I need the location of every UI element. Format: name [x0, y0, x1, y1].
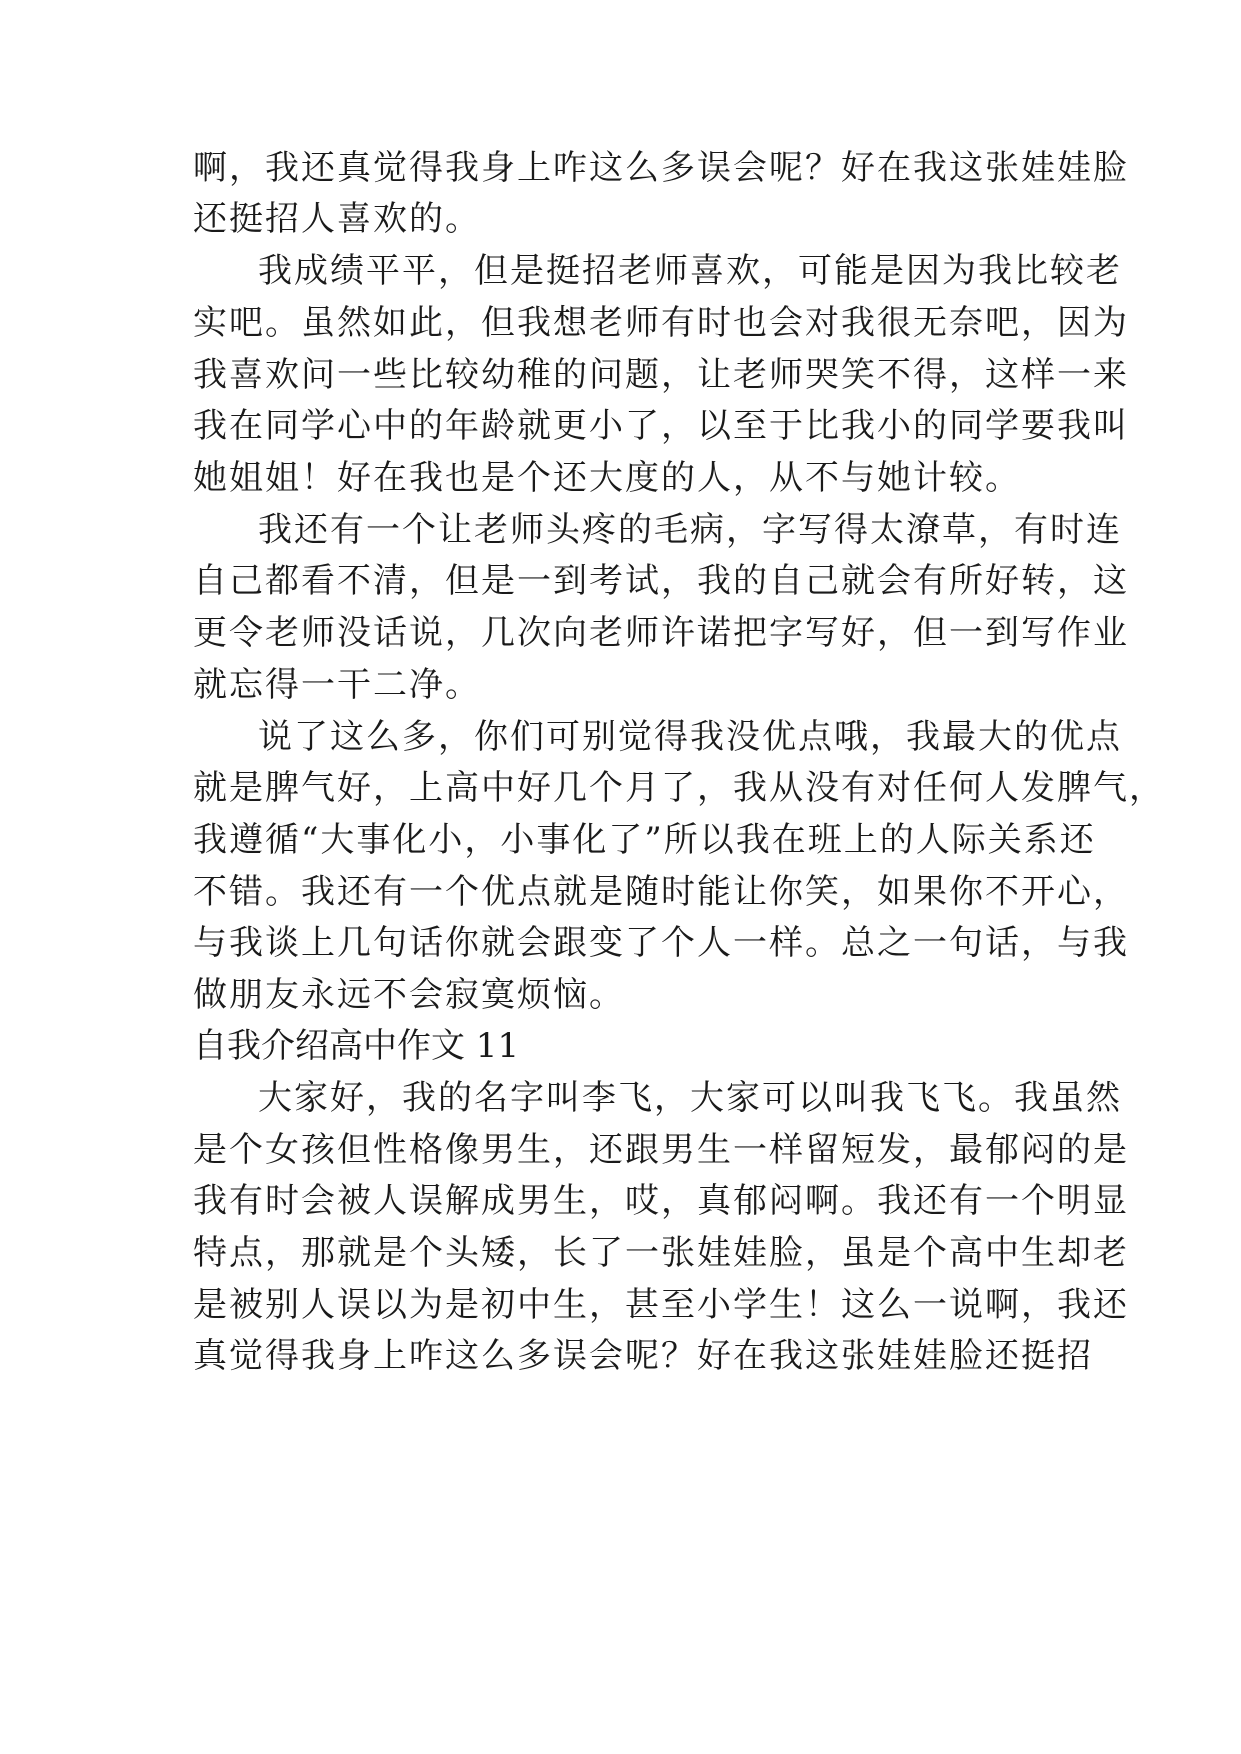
- paragraph-1-line-2: 还挺招人喜欢的。: [193, 199, 481, 239]
- paragraph-5-line-1: 大家好，我的名字叫李飞，大家可以叫我飞飞。我虽然: [258, 1078, 1122, 1118]
- paragraph-4-line-5: 与我谈上几句话你就会跟变了个人一样。总之一句话，与我: [193, 923, 1129, 963]
- paragraph-3-line-1: 我还有一个让老师头疼的毛病，字写得太潦草，有时连: [258, 510, 1122, 550]
- paragraph-3-line-3: 更令老师没话说，几次向老师许诺把字写好，但一到写作业: [193, 613, 1129, 653]
- paragraph-2-line-5: 她姐姐！好在我也是个还大度的人，从不与她计较。: [193, 458, 1021, 498]
- paragraph-2-line-1: 我成绩平平，但是挺招老师喜欢，可能是因为我比较老: [258, 251, 1122, 291]
- paragraph-4-line-6: 做朋友永远不会寂寞烦恼。: [193, 975, 625, 1015]
- paragraph-2-line-3: 我喜欢问一些比较幼稚的问题，让老师哭笑不得，这样一来: [193, 355, 1129, 395]
- paragraph-5-line-3: 我有时会被人误解成男生，哎，真郁闷啊。我还有一个明显: [193, 1181, 1129, 1221]
- paragraph-2-line-4: 我在同学心中的年龄就更小了，以至于比我小的同学要我叫: [193, 406, 1129, 446]
- paragraph-4-line-1: 说了这么多，你们可别觉得我没优点哦，我最大的优点: [258, 717, 1122, 757]
- paragraph-4-line-4: 不错。我还有一个优点就是随时能让你笑，如果你不开心，: [193, 872, 1129, 912]
- paragraph-2-line-2: 实吧。虽然如此，但我想老师有时也会对我很无奈吧，因为: [193, 303, 1129, 343]
- section-heading: 自我介绍高中作文 11: [193, 1026, 520, 1066]
- paragraph-5-line-2: 是个女孩但性格像男生，还跟男生一样留短发，最郁闷的是: [193, 1130, 1129, 1170]
- paragraph-1-line-1: 啊，我还真觉得我身上咋这么多误会呢？好在我这张娃娃脸: [193, 148, 1129, 188]
- paragraph-4-line-2: 就是脾气好，上高中好几个月了，我从没有对任何人发脾气，: [193, 768, 1165, 808]
- paragraph-5-line-4: 特点，那就是个头矮，长了一张娃娃脸，虽是个高中生却老: [193, 1233, 1129, 1273]
- paragraph-4-line-3: 我遵循“大事化小，小事化了”所以我在班上的人际关系还: [193, 820, 1096, 860]
- paragraph-3-line-4: 就忘得一干二净。: [193, 665, 481, 705]
- paragraph-3-line-2: 自己都看不清，但是一到考试，我的自己就会有所好转，这: [193, 561, 1129, 601]
- paragraph-5-line-6: 真觉得我身上咋这么多误会呢？好在我这张娃娃脸还挺招: [193, 1336, 1093, 1376]
- paragraph-5-line-5: 是被别人误以为是初中生，甚至小学生！这么一说啊，我还: [193, 1285, 1129, 1325]
